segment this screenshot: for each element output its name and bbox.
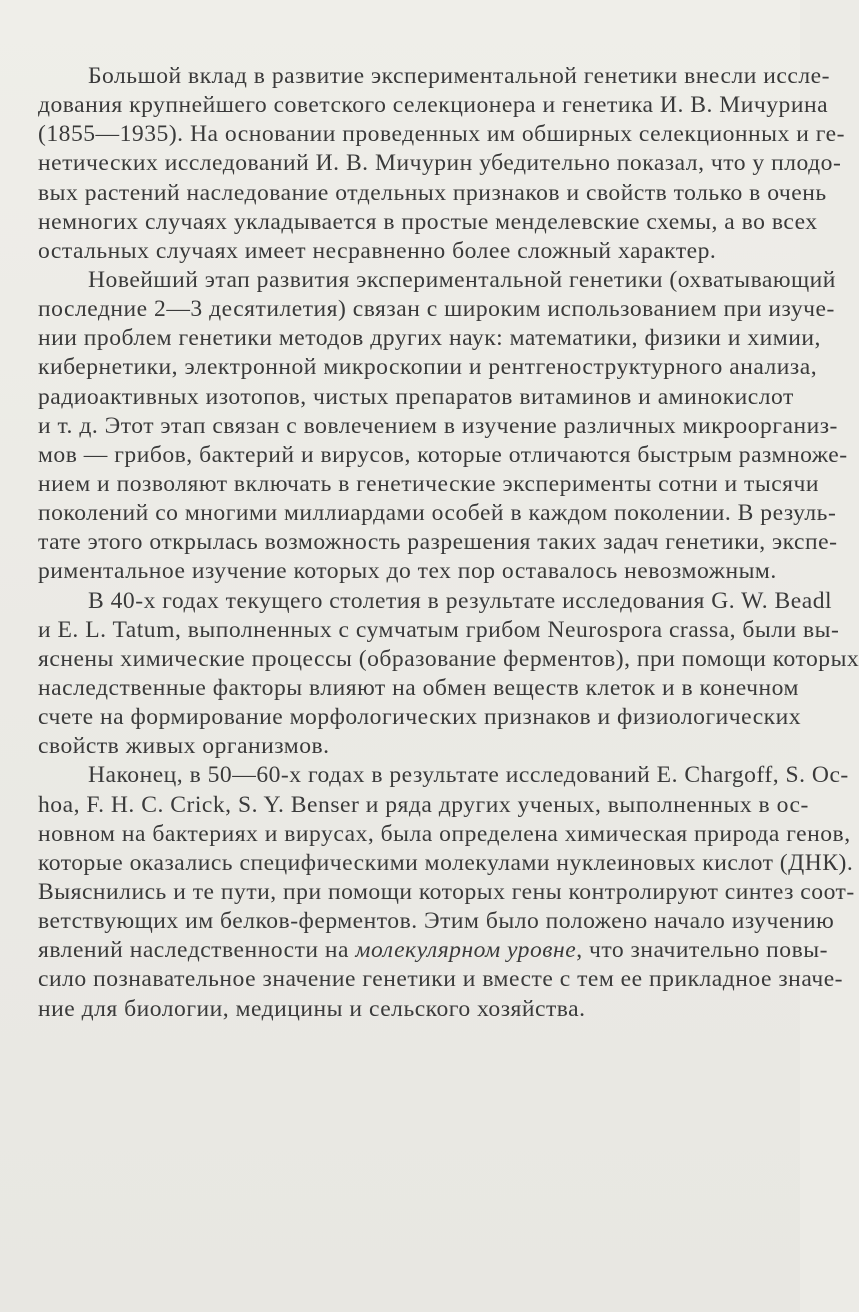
text-line: нии проблем генетики методов других наук: математики, физики и химии, [38, 325, 821, 352]
body-text [38, 62, 859, 1024]
text-line: и т. д. Этот этап связан с вовлечением в изучение различных микроорганиз- [38, 412, 838, 439]
text-line: тате этого открылась возможность разрешения таких задач генетики, экспе- [38, 529, 838, 556]
text-line: вых растений наследование отдельных признаков и свойств только в очень [38, 179, 827, 206]
text-line: немногих случаях укладывается в простые менделевские схемы, а во всех [38, 208, 818, 235]
text-line: Большой вклад в развитие экспериментальной генетики внесли иссле- [88, 63, 830, 89]
paragraph-1 [38, 62, 845, 266]
italic-term: молекулярном уровне [355, 937, 577, 964]
text-line: сило познавательное значение генетики и вместе с тем ее прикладное значе- [38, 966, 844, 993]
text-line: ние для биологии, медицины и сельского хозяйства. [38, 995, 586, 1022]
text-line: поколений со многими миллиардами особей в каждом поколении. В резуль- [38, 500, 837, 527]
paragraph-2 [38, 266, 848, 587]
text-line [38, 936, 828, 965]
text-line: мов — грибов, бактерий и вирусов, которые отличаются быстрым размноже- [38, 441, 848, 468]
text-line: дования крупнейшего советского селекционера и генетика И. В. Мичурина [38, 92, 829, 119]
text-line: ветствующих им белков-ферментов. Этим было положено начало изучению [38, 908, 835, 935]
text-line: Новейший этап развития экспериментальной генетики (охватывающий [88, 266, 836, 293]
text-segment: явлений наследственности на [38, 937, 356, 964]
paragraph-4 [38, 761, 855, 1023]
text-segment: , что значительно повы- [576, 937, 828, 964]
text-line: В 40-х годах текущего столетия в результате исследования G. W. Beadl [88, 587, 833, 614]
text-line: и E. L. Tatum, выполненных с сумчатым грибом Neurospora crassa, были вы- [38, 616, 840, 643]
text-line: новном на бактериях и вирусах, была определена химическая природа генов, [38, 820, 851, 847]
text-line: Наконец, в 50—60-х годах в результате исследований E. Chargoff, S. Oc- [88, 762, 849, 789]
text-line: Выяснились и те пути, при помощи которых гены контролируют синтез соот- [38, 878, 855, 905]
text-line: наследственные факторы влияют на обмен веществ клеток и в конечном [38, 674, 799, 701]
paragraph-3 [38, 587, 859, 762]
text-line: счете на формирование морфологических признаков и физиологических [38, 704, 802, 731]
text-line: яснены химические процессы (образование ферментов), при помощи которых [38, 645, 859, 672]
text-line: hoa, F. H. C. Crick, S. Y. Benser и ряда других ученых, выполненных в ос- [38, 791, 809, 818]
text-line: (1855—1935). На основании проведенных им обширных селекционных и ге- [38, 121, 845, 148]
text-line: кибернетики, электронной микроскопии и рентгеноструктурного анализа, [38, 354, 818, 381]
text-line: остальных случаях имеет несравненно более сложный характер. [38, 237, 717, 264]
text-line: нием и позволяют включать в генетические эксперименты сотни и тысячи [38, 470, 820, 497]
text-line: которые оказались специфическими молекулами нуклеиновых кислот (ДНК). [38, 849, 854, 876]
text-line: радиоактивных изотопов, чистых препаратов витаминов и аминокислот [38, 383, 794, 410]
text-line: свойств живых организмов. [38, 733, 330, 760]
text-line: последние 2—3 десятилетия) связан с широким использованием при изуче- [38, 296, 835, 323]
text-line: нетических исследований И. В. Мичурин убедительно показал, что у плодо- [38, 150, 842, 177]
text-line: риментальное изучение которых до тех пор оставалось невозможным. [38, 558, 777, 585]
